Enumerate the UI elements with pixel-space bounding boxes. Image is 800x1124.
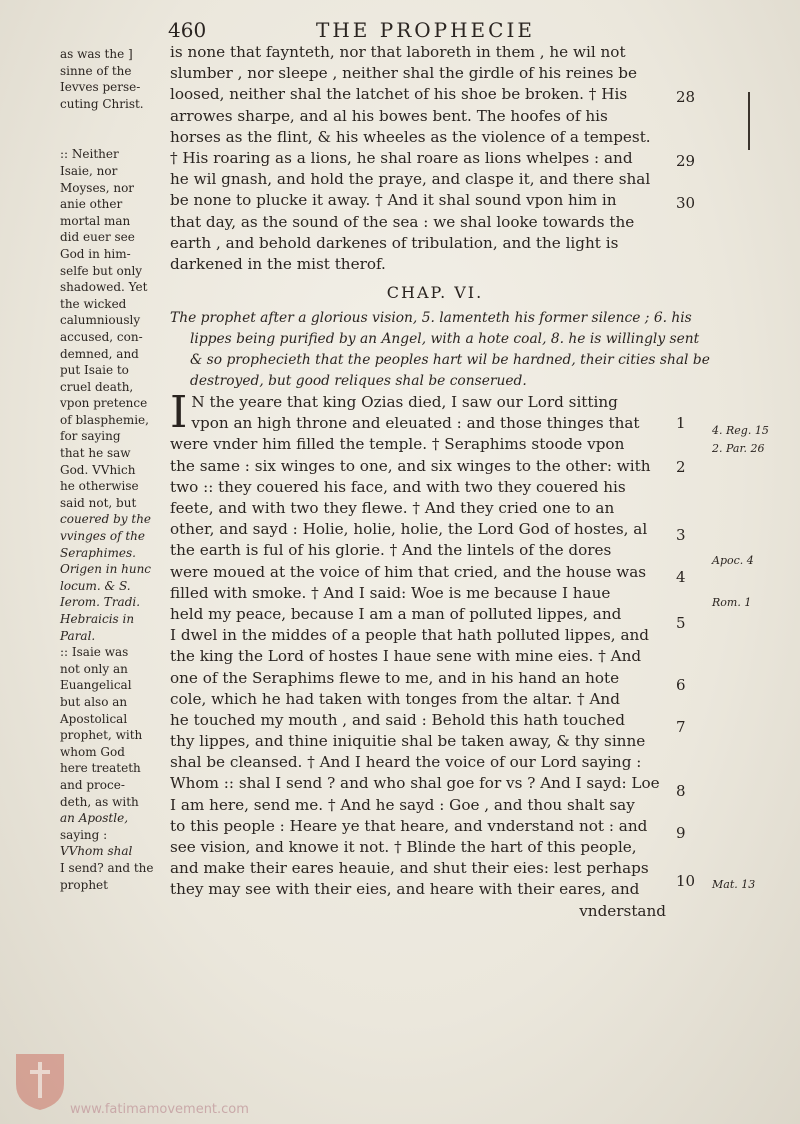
summary-line: destroyed, but good reliques shal be conserued. xyxy=(190,373,527,390)
margin-line: said not, but xyxy=(60,495,137,510)
verse-number: 10 xyxy=(676,872,696,890)
margin-line: mortal man xyxy=(60,213,131,228)
text-line: to this people : Heare ye that heare, and vnderstand not : and xyxy=(170,816,648,835)
text-line: he wil gnash, and hold the praye, and claspe it, and there shal xyxy=(170,170,651,189)
margin-line: cuting Christ. xyxy=(60,96,144,111)
verse-number: 2 xyxy=(676,458,686,476)
text-line: they may see with their eies, and heare with their eares, and xyxy=(170,880,640,899)
margin-line: calumniously xyxy=(60,313,141,328)
summary-line: The prophet after a glorious vision, 5. lamenteth his former silence ; 6. his xyxy=(170,310,692,327)
verse-number: 7 xyxy=(676,718,686,736)
margin-line: cruel death, xyxy=(60,379,134,394)
margin-line: VVhom shal xyxy=(60,844,133,859)
margin-line: did euer see xyxy=(60,230,135,245)
text-line: filled with smoke. † And I said: Woe is me because I haue xyxy=(170,583,611,602)
margin-line: as was the ] xyxy=(60,47,133,61)
text-line: slumber , nor sleepe , neither shal the girdle of his reines be xyxy=(170,64,638,83)
margin-line: vvinges of the xyxy=(60,529,146,544)
margin-line: Moyses, nor xyxy=(60,180,135,195)
margin-reference: 2. Par. 26 xyxy=(712,442,765,455)
margin-line: God in him- xyxy=(60,246,131,261)
margin-line: but also an xyxy=(60,694,128,709)
margin-line: accused, con- xyxy=(60,329,143,344)
margin-line: whom God xyxy=(60,744,125,759)
margin-line: for saying xyxy=(60,429,121,444)
running-title: THE PROPHECIE xyxy=(316,18,535,42)
text-line: and make their eares heauie, and shut their eies: lest perhaps xyxy=(170,859,649,878)
chapter-summary xyxy=(170,308,710,392)
margin-line: sinne of the xyxy=(60,63,132,78)
text-line: shal be cleansed. † And I heard the voice of our Lord saying : xyxy=(170,753,642,772)
left-margin-notes xyxy=(60,46,168,893)
margin-line: anie other xyxy=(60,197,123,212)
text-line: darkened in the mist therof. xyxy=(170,254,386,273)
margin-line: put Isaie to xyxy=(60,363,129,378)
fatima-logo-icon xyxy=(12,1050,68,1112)
text-line: loosed, neither shal the latchet of his shoe be broken. † His xyxy=(170,85,628,104)
page-number: 460 xyxy=(168,18,207,42)
margin-line: :: Isaie was xyxy=(60,645,129,660)
margin-line: vpon pretence xyxy=(60,396,148,411)
margin-line: Hebraicis in xyxy=(60,612,135,626)
chapter-heading: CHAP. VI. xyxy=(386,283,484,303)
margin-reference: Rom. 1 xyxy=(712,596,752,609)
drop-capital: I xyxy=(170,387,188,439)
margin-reference: 4. Reg. 15 xyxy=(712,424,769,437)
margin-line: Ierom. Tradi. xyxy=(60,595,141,610)
margin-reference: Apoc. 4 xyxy=(712,554,754,567)
text-line: that day, as the sound of the sea : we shal looke towards the xyxy=(170,212,635,231)
text-line: is none that faynteth, nor that laboreth in them , he wil not xyxy=(170,43,626,61)
margin-line: here treateth xyxy=(60,761,141,776)
text-line: thy lippes, and thine iniquitie shal be taken away, & thy sinne xyxy=(170,732,646,751)
verse-number: 4 xyxy=(676,568,686,586)
margin-line: demned, and xyxy=(60,346,139,361)
margin-line: Apostolical xyxy=(60,711,128,726)
margin-line: Isaie, nor xyxy=(60,163,118,178)
margin-line: and proce- xyxy=(60,777,125,792)
verse-number: 8 xyxy=(676,782,686,800)
margin-gloss-sinne xyxy=(60,46,168,112)
text-line: be none to plucke it away. † And it shal sound vpon him in xyxy=(170,191,617,210)
text-line: vpon an high throne and eleuated : and those thinges that xyxy=(191,414,640,433)
verse-number: 30 xyxy=(676,194,696,212)
margin-line: an Apostle, xyxy=(60,811,129,826)
chapter-text xyxy=(170,387,700,922)
margin-line: :: Neither xyxy=(60,147,119,162)
margin-line: selfe but only xyxy=(60,263,143,278)
text-line: the same : six winges to one, and six winges to the other: with xyxy=(170,456,651,475)
margin-rule xyxy=(748,92,750,150)
verse-number: 29 xyxy=(676,152,696,170)
text-line: see vision, and knowe it not. † Blinde the hart of this people, xyxy=(170,838,637,856)
text-line: feete, and with two they flewe. † And they cried one to an xyxy=(170,499,615,517)
watermark-url: www.fatimamovement.com xyxy=(70,1102,249,1117)
text-line: the earth is ful of his glorie. † And the lintels of the dores xyxy=(170,541,612,560)
margin-line: deth, as with xyxy=(60,794,139,809)
text-line: one of the Seraphims flewe to me, and in his hand an hote xyxy=(170,668,620,687)
margin-line: he otherwise xyxy=(60,479,139,494)
text-line: earth , and behold darkenes of tribulation, and the light is xyxy=(170,233,619,252)
page-header xyxy=(168,14,708,44)
margin-gloss-neither-isaie xyxy=(60,146,168,893)
text-line: were moued at the voice of him that cried, and the house was xyxy=(170,562,647,581)
text-line: he touched my mouth , and said : Behold this hath touched xyxy=(170,710,625,729)
margin-line: Paral. xyxy=(60,628,96,643)
margin-line: God. VVhich xyxy=(60,462,136,477)
text-line: cole, which he had taken with tonges from the altar. † And xyxy=(170,689,620,708)
verse-number: 1 xyxy=(676,414,686,432)
margin-line: Euangelical xyxy=(60,678,132,693)
summary-line: & so prophecieth that the peoples hart wil be hardned, their cities shal be xyxy=(190,352,710,369)
margin-line: couered by the xyxy=(60,512,152,527)
text-line: N the yeare that king Ozias died, I saw our Lord sitting xyxy=(191,393,618,412)
margin-line: the wicked xyxy=(60,296,127,311)
verse-number: 6 xyxy=(676,676,686,694)
main-text xyxy=(170,42,710,922)
margin-line: shadowed. Yet xyxy=(60,280,148,295)
text-line: were vnder him filled the temple. † Seraphims stoode vpon xyxy=(170,435,625,454)
margin-line: Seraphimes. xyxy=(60,545,136,560)
margin-line: prophet xyxy=(60,877,108,892)
text-line: † His roaring as a lions, he shal roare as lions whelpes : and xyxy=(170,148,633,167)
margin-line: Ievves perse- xyxy=(60,80,141,95)
verse-number: 3 xyxy=(676,526,686,544)
margin-line: that he saw xyxy=(60,446,131,461)
text-line: held my peace, because I am a man of polluted lippes, and xyxy=(170,604,622,623)
text-line: arrowes sharpe, and al his bowes bent. The hoofes of his xyxy=(170,106,608,125)
text-line: horses as the flint, & his wheeles as the violence of a tempest. xyxy=(170,127,651,146)
text-line: Whom :: shal I send ? and who shal goe for vs ? And I sayd: Loe xyxy=(170,774,660,793)
text-line: other, and sayd : Holie, holie, holie, the Lord God of hostes, al xyxy=(170,520,648,539)
margin-line: locum. & S. xyxy=(60,578,131,593)
margin-line: prophet, with xyxy=(60,728,143,743)
text-line: I am here, send me. † And he sayd : Goe , and thou shalt say xyxy=(170,795,635,814)
verse-number: 9 xyxy=(676,824,686,842)
text-line: I dwel in the middes of a people that hath polluted lippes, and xyxy=(170,626,649,645)
margin-line: not only an xyxy=(60,661,128,676)
margin-line: Origen in hunc xyxy=(60,562,152,577)
text-line: the king the Lord of hostes I haue sene with mine eies. † And xyxy=(170,647,642,666)
text-line: two :: they couered his face, and with two they couered his xyxy=(170,477,626,496)
catchword: vnderstand xyxy=(579,901,666,920)
verse-number: 28 xyxy=(676,88,696,106)
margin-reference: Mat. 13 xyxy=(712,878,756,891)
margin-line: I send? and the xyxy=(60,860,154,875)
summary-line: lippes being purified by an Angel, with a hote coal, 8. he is willingly sent xyxy=(190,331,700,348)
margin-line: of blasphemie, xyxy=(60,412,149,427)
margin-line: saying : xyxy=(60,827,108,842)
verse-number: 5 xyxy=(676,614,686,632)
